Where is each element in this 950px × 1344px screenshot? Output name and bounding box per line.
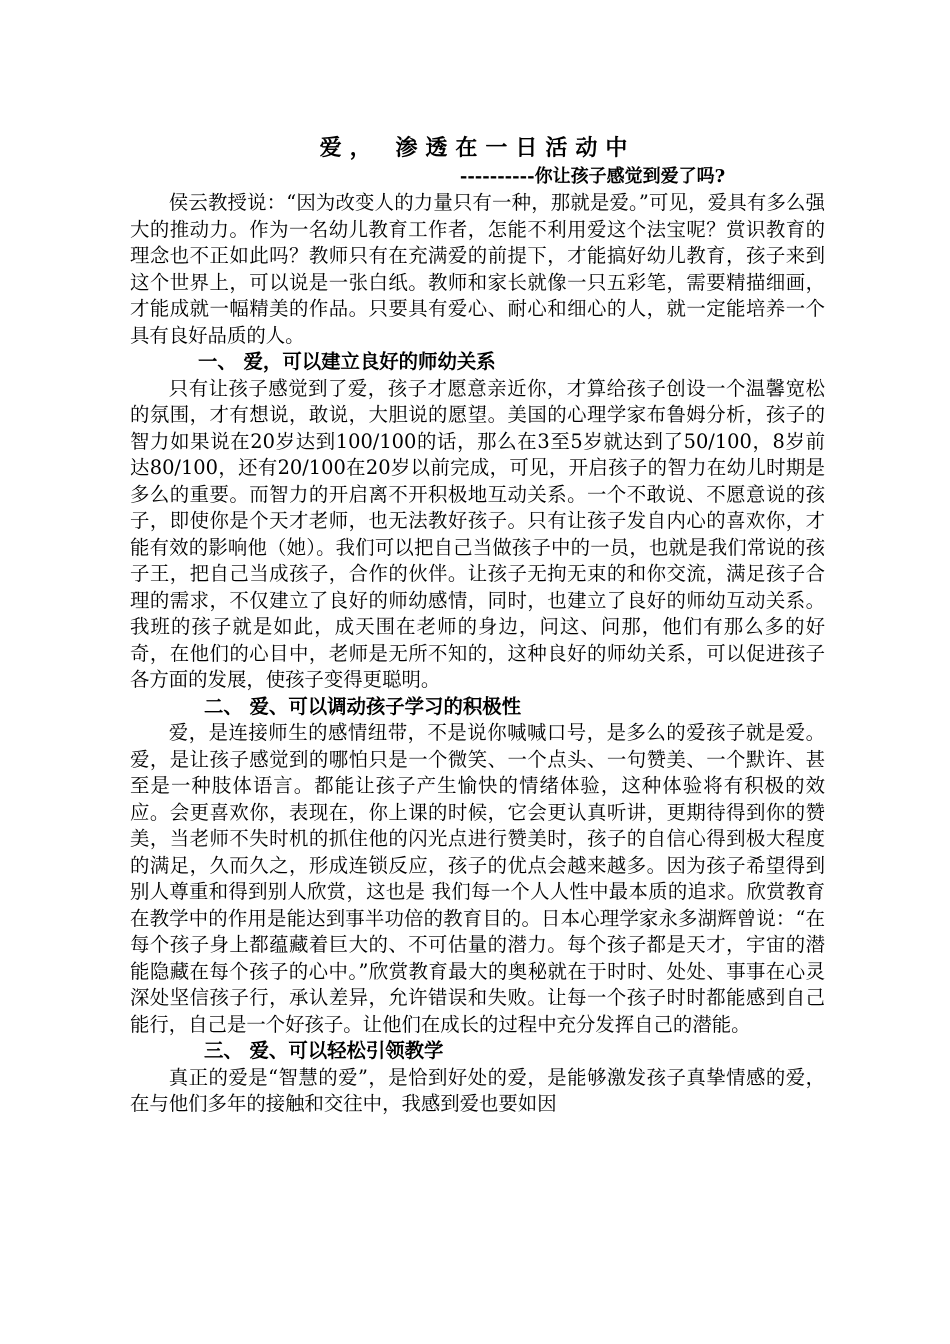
- section-heading-3: 三、 爱、可以轻松引领教学: [204, 1039, 444, 1062]
- section-body-1: 只有让孩子感觉到了爱，孩子才愿意亲近你，才算给孩子创设一个温馨宽松的氛围，才有想说，敢说，大胆说的愿望。美国的心理学家布鲁姆分析，孩子的智力如果说在20岁达到100/100的话，那么在3至5岁就达到了50/100，8岁前达80/100，还有20/100在20岁以前完成，可见，开启孩子的智力在幼儿时期是多么的重要。而智力的开启离不开积极地互动关系。一个不敢说、不愿意说的孩子，即使你是个天才老师，也无法教好孩子。只有让孩子发自内心的喜欢你，才能有效的影响他（她）。我们可以把自己当做孩子中的一员，也就是我们常说的孩子王，把自己当成孩子，合作的伙伴。让孩子无拘无束的和你交流，满足孩子合理的需求，不仅建立了良好的师幼感情，同时，也建立了良好的师幼互动关系。我班的孩子就是如此，成天围在老师的身边，问这、问那，他们有那么多的好奇，在他们的心目中，老师是无所不知的，这种良好的师幼关系，可以促进孩子各方面的发展，使孩子变得更聪明。: [130, 376, 825, 691]
- intro-paragraph: 侯云教授说：“因为改变人的力量只有一种，那就是爱。”可见，爱具有多么强大的推动力。作为一名幼儿教育工作者，怎能不利用爱这个法宝呢？赏识教育的理念也不正如此吗？教师只有在充满爱的前提下，才能搞好幼儿教育，孩子来到这个世界上，可以说是一张白纸。教师和家长就像一只五彩笔，需要精描细画，才能成就一幅精美的作品。只要具有爱心、耐心和细心的人，就一定能培养一个具有良好品质的人。: [130, 191, 825, 347]
- section-heading-2: 二、 爱、可以调动孩子学习的积极性: [204, 694, 521, 718]
- document-subtitle: ----------你让孩子感觉到爱了吗?: [459, 166, 726, 187]
- section-body-2: 爱，是连接师生的感情纽带，不是说你喊喊口号，是多么的爱孩子就是爱。爱，是让孩子感觉到的哪怕只是一个微笑、一个点头、一句赞美、一个默许、甚至是一种肢体语言。都能让孩子产生愉快的情绪体验，这种体验将有积极的效应。会更喜欢你，表现在，你上课的时候，它会更认真听讲，更期待得到你的赞美，当老师不失时机的抓住他的闪光点进行赞美时，孩子的自信心得到极大程度的满足，久而久之，形成连锁反应，孩子的优点会越来越多。因为孩子希望得到别人尊重和得到别人欣赏，这也是 我们每一个人人性中最本质的追求。欣赏教育在教学中的作用是能达到事半功倍的教育目的。日本心理学家永多湖辉曾说：“在每个孩子身上都蕴藏着巨大的、不可估量的潜力。每个孩子都是天才，宇宙的潜能隐藏在每个孩子的心中。”欣赏教育最大的奥秘就在于时时、处处、事事在心灵深处坚信孩子行，承认差异，允许错误和失败。让每一个孩子时时都能感到自己能行，自己是一个好孩子。让他们在成长的过程中充分发挥自己的潜能。: [130, 721, 825, 1036]
- document-content: [130, 132, 825, 1118]
- section-heading-1: 一、 爱，可以建立良好的师幼关系: [198, 350, 496, 373]
- document-title: 爱， 渗透在一日活动中: [319, 135, 636, 161]
- section-body-3: 真正的爱是“智慧的爱”，是恰到好处的爱，是能够激发孩子真挚情感的爱，在与他们多年的接触和交往中，我感到爱也要如因: [130, 1065, 825, 1115]
